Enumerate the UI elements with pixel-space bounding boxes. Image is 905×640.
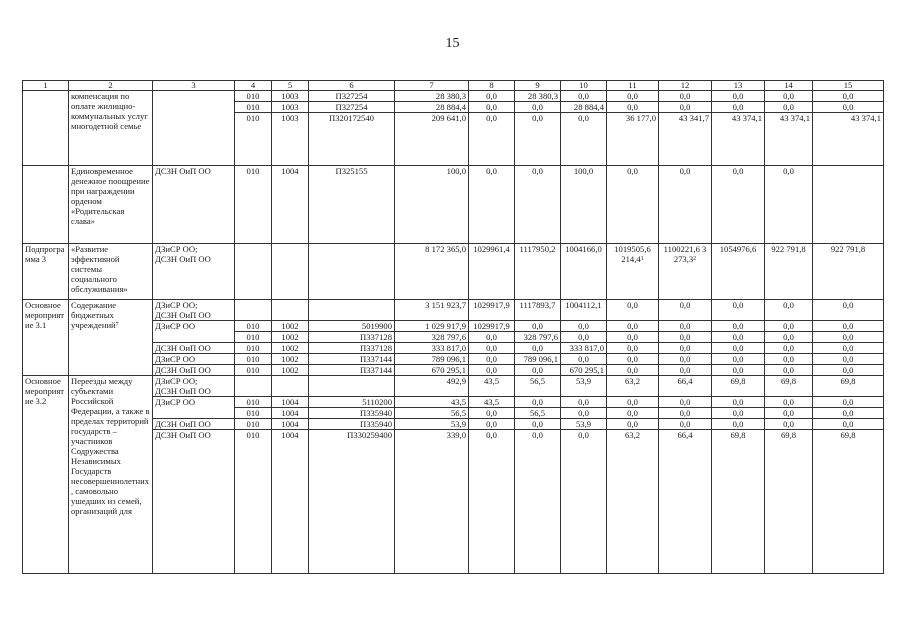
responsible-executor: ДСЗН ОиП ОО bbox=[153, 419, 235, 430]
table-row bbox=[23, 166, 884, 244]
cell: 0,0 bbox=[712, 321, 765, 332]
responsible-executor: ДСЗН ОиП ОО bbox=[155, 254, 211, 264]
cell: 0,0 bbox=[659, 91, 712, 102]
cell: П337128 bbox=[309, 332, 395, 343]
cell: 0,0 bbox=[515, 365, 561, 376]
cell: 0,0 bbox=[469, 430, 515, 574]
cell: 69,8 bbox=[765, 376, 813, 397]
cell: 1029917,9 bbox=[469, 321, 515, 332]
cell: 53,9 bbox=[561, 419, 607, 430]
cell: 0,0 bbox=[813, 102, 884, 113]
cell: 0,0 bbox=[469, 113, 515, 166]
cell: 1002 bbox=[272, 343, 309, 354]
cell: 1004 bbox=[272, 419, 309, 430]
cell: 0,0 bbox=[712, 332, 765, 343]
cell: 69,8 bbox=[712, 376, 765, 397]
cell: 56,5 bbox=[395, 408, 469, 419]
column-number: 9 bbox=[515, 81, 561, 91]
cell: 0,0 bbox=[659, 397, 712, 408]
column-number: 1 bbox=[23, 81, 69, 91]
cell: 1004112,1 bbox=[561, 300, 607, 321]
table-row bbox=[23, 376, 884, 397]
cell: 0,0 bbox=[765, 332, 813, 343]
cell: 0,0 bbox=[607, 321, 659, 332]
cell: 69,8 bbox=[813, 430, 884, 574]
cell: 1002 bbox=[272, 332, 309, 343]
cell: 8 172 365,0 bbox=[395, 244, 469, 300]
cell: 100,0 bbox=[395, 166, 469, 244]
cell: 670 295,1 bbox=[395, 365, 469, 376]
cell: 1004166,0 bbox=[561, 244, 607, 300]
cell: 69,8 bbox=[712, 430, 765, 574]
cell: 0,0 bbox=[469, 343, 515, 354]
cell: 0,0 bbox=[712, 397, 765, 408]
cell: 328 797,6 bbox=[515, 332, 561, 343]
responsible-executor: ДЗиСР ОО; bbox=[155, 244, 198, 254]
cell: 1054976,6 bbox=[712, 244, 765, 300]
cell: 1003 bbox=[272, 102, 309, 113]
cell: 5110200 bbox=[309, 397, 395, 408]
cell: 0,0 bbox=[813, 397, 884, 408]
cell: П335940 bbox=[309, 419, 395, 430]
cell: 0,0 bbox=[659, 102, 712, 113]
cell: 53,9 bbox=[395, 419, 469, 430]
cell: 010 bbox=[235, 166, 272, 244]
cell: 0,0 bbox=[515, 102, 561, 113]
cell: П325155 bbox=[309, 166, 395, 244]
cell: 0,0 bbox=[765, 166, 813, 244]
cell: 1003 bbox=[272, 91, 309, 102]
cell: 0,0 bbox=[659, 166, 712, 244]
cell: 0,0 bbox=[659, 343, 712, 354]
cell: 670 295,1 bbox=[561, 365, 607, 376]
cell: 43 374,1 bbox=[712, 113, 765, 166]
table-row bbox=[23, 343, 884, 354]
cell: П337128 bbox=[309, 343, 395, 354]
cell: 69,8 bbox=[813, 376, 884, 397]
cell: 28 380,3 bbox=[395, 91, 469, 102]
cell: П330259400 bbox=[309, 430, 395, 574]
cell: 492,9 bbox=[395, 376, 469, 397]
responsible-executor: ДЗиСР ОО; bbox=[155, 376, 198, 386]
cell: 0,0 bbox=[765, 365, 813, 376]
cell: 1004 bbox=[272, 430, 309, 574]
cell: 0,0 bbox=[765, 408, 813, 419]
cell: 010 bbox=[235, 354, 272, 365]
cell: 0,0 bbox=[712, 300, 765, 321]
column-number: 6 bbox=[309, 81, 395, 91]
table-row bbox=[23, 365, 884, 376]
cell: 0,0 bbox=[765, 91, 813, 102]
page-number: 15 bbox=[445, 36, 460, 51]
cell: 0,0 bbox=[607, 300, 659, 321]
footnote-mark: 7 bbox=[115, 322, 119, 328]
cell-value: 1019505,6 214,4 bbox=[614, 244, 651, 264]
cell: 0,0 bbox=[607, 91, 659, 102]
table-row bbox=[23, 430, 884, 574]
cell: 0,0 bbox=[712, 354, 765, 365]
column-number: 12 bbox=[659, 81, 712, 91]
cell: 0,0 bbox=[765, 102, 813, 113]
cell: 0,0 bbox=[712, 408, 765, 419]
cell: 0,0 bbox=[607, 354, 659, 365]
cell: 1004 bbox=[272, 397, 309, 408]
cell: П337144 bbox=[309, 354, 395, 365]
cell: 922 791,8 bbox=[813, 244, 884, 300]
cell: 0,0 bbox=[659, 332, 712, 343]
cell: 010 bbox=[235, 419, 272, 430]
cell: 1117950,2 bbox=[515, 244, 561, 300]
cell: 0,0 bbox=[813, 354, 884, 365]
cell: 0,0 bbox=[607, 332, 659, 343]
cell: 010 bbox=[235, 397, 272, 408]
cell bbox=[813, 166, 884, 244]
responsible-executor: ДСЗН ОиП ОО bbox=[153, 430, 235, 574]
cell: 0,0 bbox=[561, 397, 607, 408]
cell: 0,0 bbox=[607, 102, 659, 113]
responsible-executor: ДСЗН ОиП ОО bbox=[153, 343, 235, 354]
cell: 0,0 bbox=[765, 321, 813, 332]
cell: 0,0 bbox=[607, 343, 659, 354]
cell: 43 374,1 bbox=[813, 113, 884, 166]
cell: 0,0 bbox=[813, 408, 884, 419]
measure-name bbox=[69, 300, 153, 376]
cell: 010 bbox=[235, 332, 272, 343]
measure-name: Единовременное денежное поощрение при награждении орденом «Родительская слава» bbox=[69, 166, 153, 244]
measure-name-text: Содержание бюджетных учреждений bbox=[71, 300, 117, 330]
cell: 0,0 bbox=[765, 397, 813, 408]
cell: 66,4 bbox=[659, 430, 712, 574]
measure-name: «Развитие эффективной системы социального обслуживания» bbox=[69, 244, 153, 300]
cell: 5019900 bbox=[309, 321, 395, 332]
cell: 36 177,0 bbox=[607, 113, 659, 166]
cell: 0,0 bbox=[469, 332, 515, 343]
cell: 010 bbox=[235, 321, 272, 332]
cell bbox=[659, 244, 712, 300]
cell: 56,5 bbox=[515, 408, 561, 419]
cell: 1029961,4 bbox=[469, 244, 515, 300]
column-number: 5 bbox=[272, 81, 309, 91]
cell: 0,0 bbox=[712, 166, 765, 244]
cell: 66,4 bbox=[659, 376, 712, 397]
cell: 010 bbox=[235, 113, 272, 166]
cell: 0,0 bbox=[515, 113, 561, 166]
footnote-mark: 2 bbox=[693, 256, 697, 262]
cell: 0,0 bbox=[469, 102, 515, 113]
cell: П320172540 bbox=[309, 113, 395, 166]
cell: 43,5 bbox=[469, 397, 515, 408]
cell: 0,0 bbox=[607, 408, 659, 419]
cell: 63,2 bbox=[607, 430, 659, 574]
main-measure-label: Основное мероприятие 3.2 bbox=[23, 376, 69, 574]
cell: 0,0 bbox=[469, 365, 515, 376]
cell: 010 bbox=[235, 343, 272, 354]
cell: 0,0 bbox=[561, 408, 607, 419]
cell: 0,0 bbox=[469, 166, 515, 244]
table-row bbox=[23, 244, 884, 300]
cell: 56,5 bbox=[515, 376, 561, 397]
column-number: 7 bbox=[395, 81, 469, 91]
cell: 0,0 bbox=[813, 321, 884, 332]
cell: 0,0 bbox=[712, 343, 765, 354]
cell: 0,0 bbox=[659, 419, 712, 430]
cell: 0,0 bbox=[469, 408, 515, 419]
cell: 0,0 bbox=[561, 91, 607, 102]
cell: 69,8 bbox=[765, 430, 813, 574]
cell: 0,0 bbox=[561, 113, 607, 166]
cell: 922 791,8 bbox=[765, 244, 813, 300]
cell: 0,0 bbox=[469, 91, 515, 102]
cell: 1117893,7 bbox=[515, 300, 561, 321]
cell: 0,0 bbox=[607, 166, 659, 244]
responsible-executor: ДЗиСР ОО bbox=[153, 321, 235, 343]
cell: 1002 bbox=[272, 354, 309, 365]
cell: П337144 bbox=[309, 365, 395, 376]
table-row bbox=[23, 321, 884, 332]
cell bbox=[607, 244, 659, 300]
cell: 0,0 bbox=[659, 408, 712, 419]
cell: П327254 bbox=[309, 91, 395, 102]
column-number: 11 bbox=[607, 81, 659, 91]
cell: 28 884,4 bbox=[395, 102, 469, 113]
table-row bbox=[23, 91, 884, 102]
cell: 1002 bbox=[272, 365, 309, 376]
cell: 010 bbox=[235, 408, 272, 419]
column-number: 14 bbox=[765, 81, 813, 91]
cell: 0,0 bbox=[561, 321, 607, 332]
cell: 0,0 bbox=[813, 91, 884, 102]
cell: 333 817,0 bbox=[561, 343, 607, 354]
cell: 209 641,0 bbox=[395, 113, 469, 166]
column-number: 15 bbox=[813, 81, 884, 91]
cell: П335940 bbox=[309, 408, 395, 419]
cell: 0,0 bbox=[515, 343, 561, 354]
cell: 0,0 bbox=[659, 321, 712, 332]
cell: 0,0 bbox=[813, 332, 884, 343]
table-row bbox=[23, 300, 884, 321]
cell: 0,0 bbox=[813, 343, 884, 354]
cell: 0,0 bbox=[515, 419, 561, 430]
cell: 0,0 bbox=[712, 365, 765, 376]
cell-value: 1100221,6 3 273,3 bbox=[663, 244, 707, 264]
cell: 43,5 bbox=[469, 376, 515, 397]
responsible-executor: ДСЗН ОиП ОО bbox=[153, 166, 235, 244]
column-number: 10 bbox=[561, 81, 607, 91]
footnote-mark: 1 bbox=[640, 256, 644, 262]
cell: 1003 bbox=[272, 113, 309, 166]
column-number: 3 bbox=[153, 81, 235, 91]
cell: 63,2 bbox=[607, 376, 659, 397]
cell: 0,0 bbox=[712, 91, 765, 102]
cell: 328 797,6 bbox=[395, 332, 469, 343]
cell: 010 bbox=[235, 102, 272, 113]
cell: 010 bbox=[235, 365, 272, 376]
column-number: 13 bbox=[712, 81, 765, 91]
cell: 0,0 bbox=[515, 430, 561, 574]
budget-table bbox=[22, 80, 884, 574]
cell: 0,0 bbox=[607, 365, 659, 376]
cell: 43 341,7 bbox=[659, 113, 712, 166]
cell: 0,0 bbox=[712, 419, 765, 430]
cell: 0,0 bbox=[659, 365, 712, 376]
measure-name: компенсация по оплате жилищно-коммунальных услуг многодетной семье bbox=[69, 91, 153, 166]
cell: 010 bbox=[235, 430, 272, 574]
cell: 0,0 bbox=[813, 419, 884, 430]
cell: 0,0 bbox=[561, 430, 607, 574]
cell: 1002 bbox=[272, 321, 309, 332]
cell: 28 884,4 bbox=[561, 102, 607, 113]
cell: 0,0 bbox=[515, 321, 561, 332]
cell: 0,0 bbox=[765, 343, 813, 354]
main-measure-label: Основное мероприятие 3.1 bbox=[23, 300, 69, 376]
cell: 0,0 bbox=[561, 332, 607, 343]
cell: 0,0 bbox=[712, 102, 765, 113]
cell: 0,0 bbox=[607, 397, 659, 408]
cell: 0,0 bbox=[813, 365, 884, 376]
cell: 1029917,9 bbox=[469, 300, 515, 321]
responsible-executor: ДСЗН ОиП ОО bbox=[155, 386, 211, 396]
cell: 43 374,1 bbox=[765, 113, 813, 166]
cell: 0,0 bbox=[765, 419, 813, 430]
cell: 0,0 bbox=[607, 419, 659, 430]
cell: 0,0 bbox=[515, 397, 561, 408]
cell: 43,5 bbox=[395, 397, 469, 408]
cell: 1004 bbox=[272, 408, 309, 419]
table-row bbox=[23, 419, 884, 430]
cell: 28 380,3 bbox=[515, 91, 561, 102]
cell: 333 817,0 bbox=[395, 343, 469, 354]
column-number: 4 bbox=[235, 81, 272, 91]
table-row bbox=[23, 354, 884, 365]
subprogram-label: Подпрограмма 3 bbox=[23, 244, 69, 300]
cell: 1 029 917,9 bbox=[395, 321, 469, 332]
cell: 0,0 bbox=[765, 354, 813, 365]
cell: 100,0 bbox=[561, 166, 607, 244]
cell: 0,0 bbox=[765, 300, 813, 321]
cell: 0,0 bbox=[659, 354, 712, 365]
responsible-executor: ДЗиСР ОО bbox=[153, 397, 235, 419]
cell: П327254 bbox=[309, 102, 395, 113]
cell: 0,0 bbox=[515, 166, 561, 244]
cell: 1004 bbox=[272, 166, 309, 244]
cell: 339,0 bbox=[395, 430, 469, 574]
cell: 0,0 bbox=[659, 300, 712, 321]
responsible-executor: ДЗиСР ОО bbox=[153, 354, 235, 365]
responsible-executor: ДЗиСР ОО; bbox=[155, 300, 198, 310]
table-row bbox=[23, 397, 884, 408]
column-number-row bbox=[23, 81, 884, 91]
cell: 0,0 bbox=[561, 354, 607, 365]
cell: 3 151 923,7 bbox=[395, 300, 469, 321]
responsible-executor: ДСЗН ОиП ОО bbox=[153, 365, 235, 376]
responsible-executor: ДСЗН ОиП ОО bbox=[155, 310, 211, 320]
cell: 0,0 bbox=[469, 419, 515, 430]
cell: 789 096,1 bbox=[515, 354, 561, 365]
column-number: 2 bbox=[69, 81, 153, 91]
measure-name: Переезды между субъектами Российской Федерации, а также в пределах территорий государств – участников Содружества Независимых Государств несовершеннолетних, самовольно ушедших из семей, организаций для bbox=[69, 376, 153, 574]
cell: 789 096,1 bbox=[395, 354, 469, 365]
column-number: 8 bbox=[469, 81, 515, 91]
cell: 53,9 bbox=[561, 376, 607, 397]
cell: 0,0 bbox=[813, 300, 884, 321]
cell: 010 bbox=[235, 91, 272, 102]
cell: 0,0 bbox=[469, 354, 515, 365]
